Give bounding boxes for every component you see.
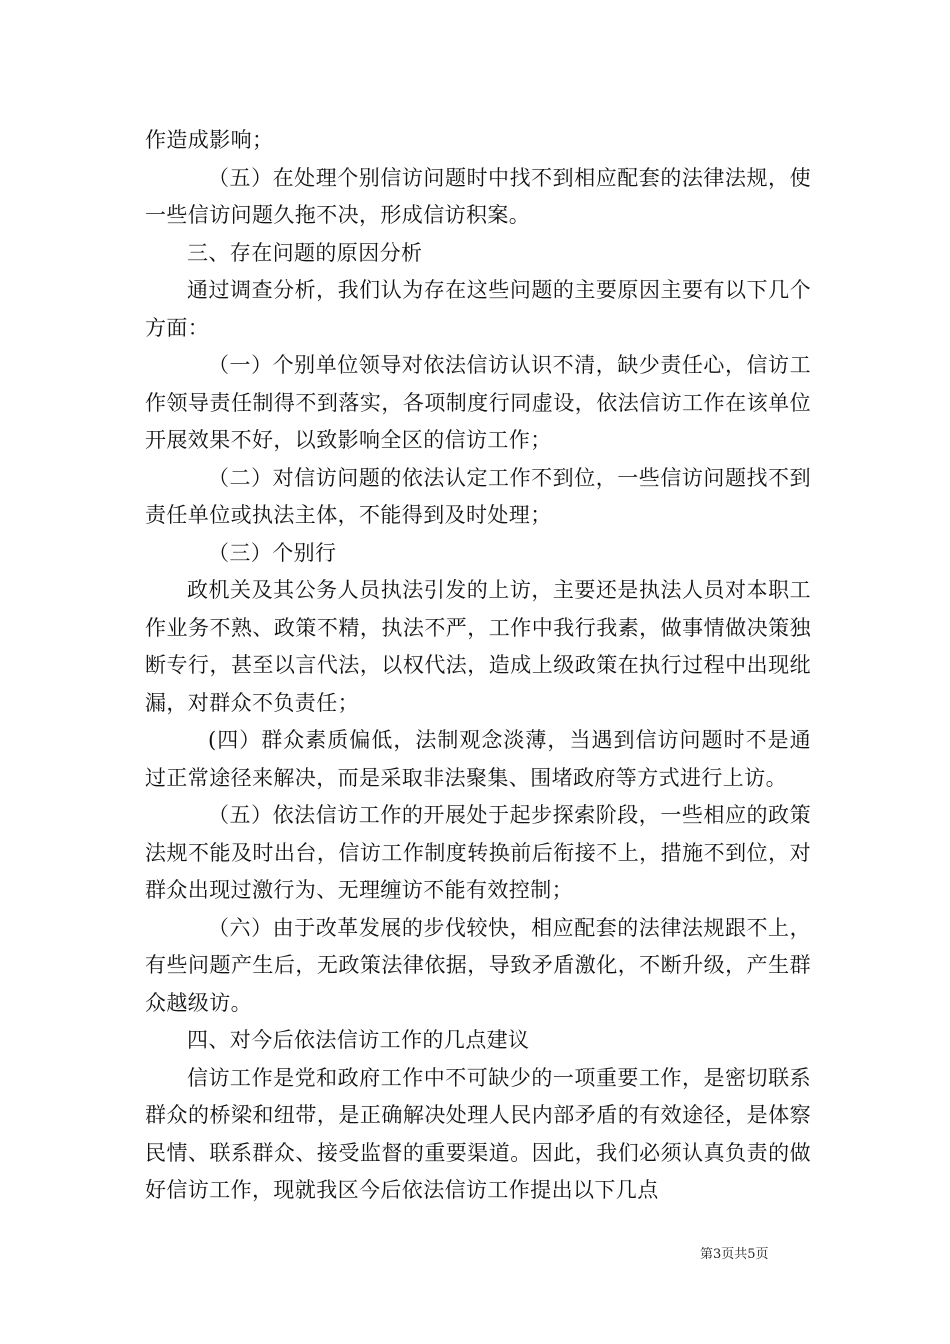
paragraph-cause-two: （二）对信访问题的依法认定工作不到位，一些信访问题找不到责任单位或执法主体，不能得到及时处理； xyxy=(145,465,811,527)
section-heading-cause-analysis: 三、存在问题的原因分析 xyxy=(187,240,423,265)
paragraph-cause-three-start: （三）个别行 xyxy=(208,540,337,565)
paragraph-continuation: 作造成影响； xyxy=(145,128,274,152)
document-body xyxy=(145,122,811,1210)
paragraph-item-five-legal-gaps: （五）在处理个别信访问题时中找不到相应配套的法律法规，使一些信访问题久拖不决，形成信访积案。 xyxy=(145,165,811,227)
paragraph-cause-five: （五）依法信访工作的开展处于起步探索阶段，一些相应的政策法规不能及时出台，信访工作制度转换前后衔接不上，措施不到位，对群众出现过激行为、无理缠访不能有效控制； xyxy=(145,803,811,902)
paragraph-cause-four: (四）群众素质偏低，法制观念淡薄，当遇到信访问题时不是通过正常途径来解决，而是采取非法聚集、围堵政府等方式进行上访。 xyxy=(145,728,811,790)
paragraph-cause-three-body: 政机关及其公务人员执法引发的上访，主要还是执法人员对本职工作业务不熟、政策不精，执法不严，工作中我行我素，做事情做决策独断专行，甚至以言代法，以权代法，造成上级政策在执行过程中出现纰漏，对群众不负责任； xyxy=(145,578,811,715)
paragraph-analysis-intro: 通过调查分析，我们认为存在这些问题的主要原因主要有以下几个方面： xyxy=(145,278,811,340)
section-heading-suggestions: 四、对今后依法信访工作的几点建议 xyxy=(187,1028,530,1052)
paragraph-cause-one: （一）个别单位领导对依法信访认识不清，缺少责任心，信访工作领导责任制得不到落实，各项制度行同虚设，依法信访工作在该单位开展效果不好，以致影响全区的信访工作； xyxy=(145,353,811,452)
page-number-footer: 第3页共5页 xyxy=(700,1247,769,1262)
paragraph-suggestions-intro: 信访工作是党和政府工作中不可缺少的一项重要工作，是密切联系群众的桥梁和纽带，是正确解决处理人民内部矛盾的有效途径，是体察民情、联系群众、接受监督的重要渠道。因此，我们必须认真负责的做好信访工作，现就我区今后依法信访工作提出以下几点 xyxy=(145,1065,811,1202)
paragraph-cause-six: （六）由于改革发展的步伐较快，相应配套的法律法规跟不上，有些问题产生后，无政策法律依据，导致矛盾激化，不断升级，产生群众越级访。 xyxy=(145,915,811,1015)
